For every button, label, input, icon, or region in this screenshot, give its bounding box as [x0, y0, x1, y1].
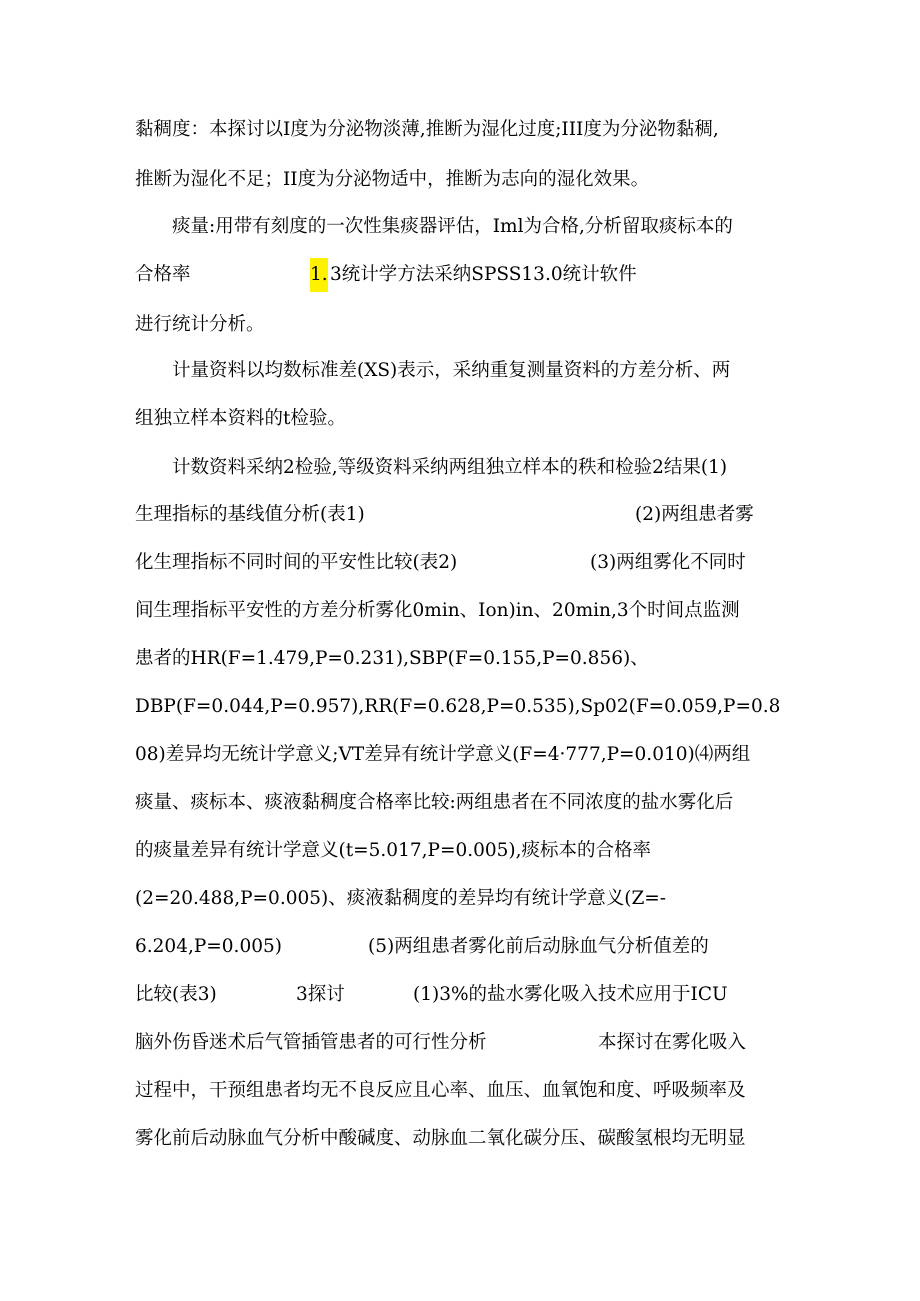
- text-line: 过程中，干预组患者均无不良反应且心率、血压、血氧饱和度、呼吸频率及: [135, 1080, 746, 1101]
- text-line: (2)两组患者雾: [635, 504, 754, 525]
- text-line: 间生理指标平安性的方差分析雾化0min、Ion)in、20min,3个时间点监测: [135, 600, 740, 621]
- text-line: 脑外伤昏迷术后气管插管患者的可行性分析: [135, 1032, 487, 1053]
- text-line: (1)3%的盐水雾化吸入技术应用于ICU: [413, 984, 728, 1005]
- text-line: 的痰量差异有统计学意义(t=5.017,P=0.005),痰标本的合格率: [135, 840, 652, 861]
- text-line: 6.204,P=0.005): [135, 936, 282, 957]
- text-line: 本探讨在雾化吸入: [598, 1032, 747, 1053]
- text-line: 雾化前后动脉血气分析中酸碱度、动脉血二氧化碳分压、碳酸氢根均无明显: [135, 1128, 746, 1149]
- text-line: 计数资料采纳2检验,等级资料采纳两组独立样本的秩和检验2结果(1): [172, 457, 728, 478]
- section-heading: 3探讨: [296, 984, 345, 1005]
- section-heading: 3统计学方法采纳SPSS13.0统计软件: [330, 264, 637, 285]
- text-line: 计量资料以均数标准差(XS)表示，采纳重复测量资料的方差分析、两: [172, 360, 731, 381]
- text-line: 08)差异均无统计学意义;VT差异有统计学意义(F=4·777,P=0.010)⑷两组: [135, 744, 751, 765]
- text-line: 比较(表3): [135, 984, 217, 1005]
- highlighted-section-number: 1.: [310, 258, 328, 292]
- text-line: 合格率: [135, 264, 191, 285]
- text-line: 患者的HR(F=1.479,P=0.231),SBP(F=0.155,P=0.856)、: [135, 648, 649, 669]
- text-line: 痰量、痰标本、痰液黏稠度合格率比较:两组患者在不同浓度的盐水雾化后: [135, 792, 734, 813]
- text-line: 进行统计分析。: [135, 314, 265, 335]
- text-line: (2=20.488,P=0.005)、痰液黏稠度的差异均有统计学意义(Z=-: [135, 888, 667, 909]
- text-line: 化生理指标不同时间的平安性比较(表2): [135, 552, 458, 573]
- text-line: DBP(F=0.044,P=0.957),RR(F=0.628,P=0.535),Sp02(F=0.059,P=0.8: [135, 696, 781, 717]
- text-line: 痰量:用带有刻度的一次性集痰器评估，Iml为合格,分析留取痰标本的: [172, 216, 733, 237]
- text-line: 推断为湿化不足；II度为分泌物适中，推断为志向的湿化效果。: [135, 169, 650, 190]
- text-line: 组独立样本资料的t检验。: [135, 408, 346, 429]
- text-line: (3)两组雾化不同时: [590, 552, 746, 573]
- text-line: 黏稠度：本探讨以I度为分泌物淡薄,推断为湿化过度;III度为分泌物黏稠,: [135, 119, 719, 140]
- text-line: 生理指标的基线值分析(表1): [135, 504, 365, 525]
- text-line: (5)两组患者雾化前后动脉血气分析值差的: [368, 936, 709, 957]
